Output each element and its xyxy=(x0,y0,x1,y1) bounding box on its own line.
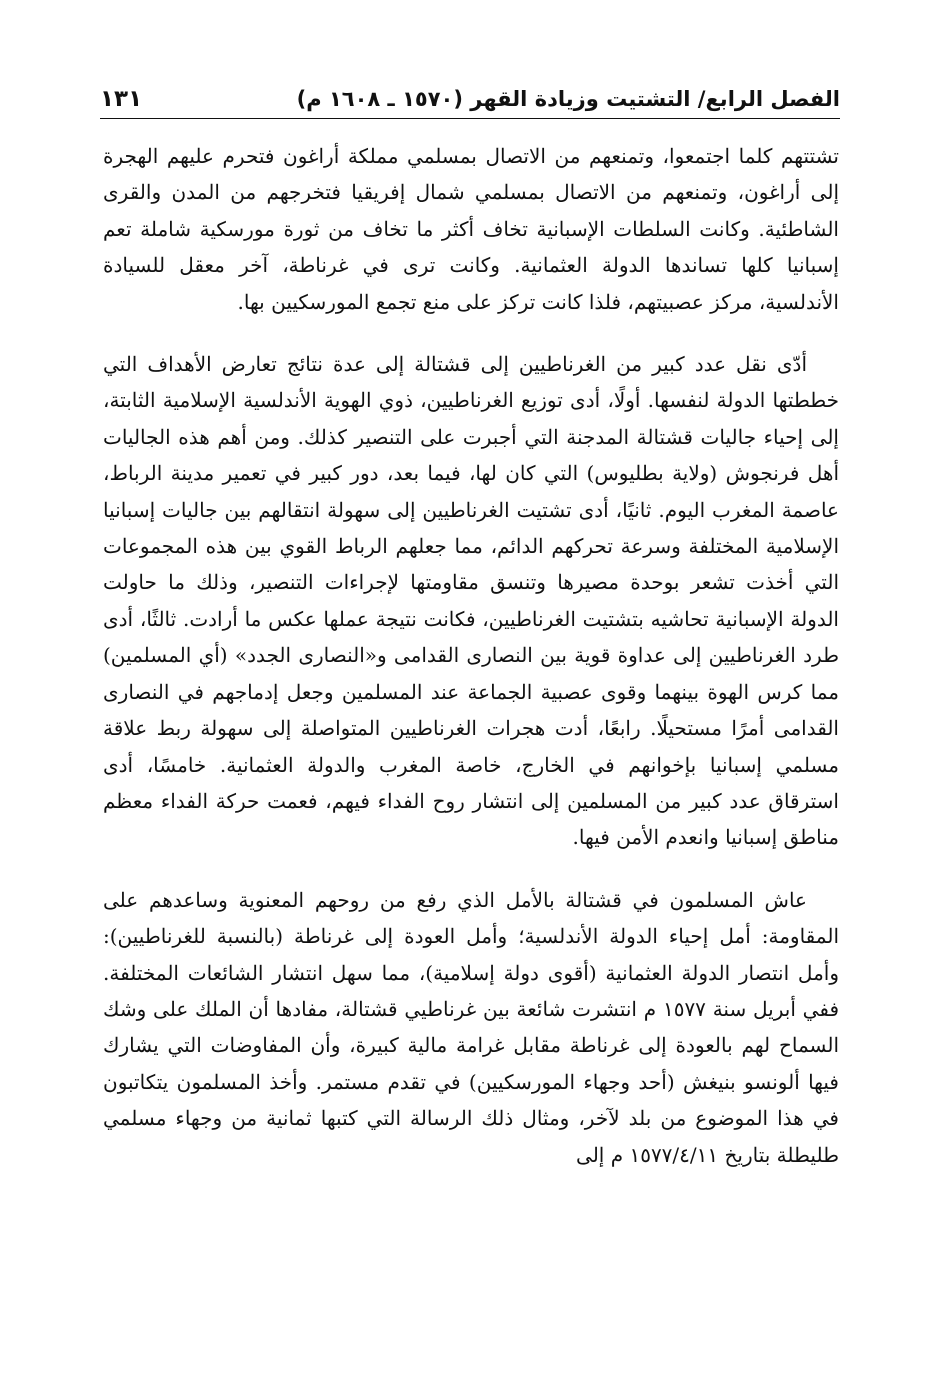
chapter-title: الفصل الرابع/ التشتيت وزيادة القهر (١٥٧٠ ـ ١٦٠٨ م) xyxy=(296,87,840,111)
paragraph-3: عاش المسلمون في قشتالة بالأمل الذي رفع من روحهم المعنوية وساعدهم على المقاومة: أمل إحياء الدولة الأندلسية؛ وأمل العودة إلى غرناطة (بالنسبة للغرناطيين): وأمل انتصار الدولة العثمانية (أقوى دولة إسلامية)، مما سهل انتشار الشائعات المختلفة. ففي أبريل سنة ١٥٧٧ م انتشرت شائعة بين غرناطيي قشتالة، مفادها أن الملك على وشك السماح لهم بالعودة إلى غرناطة مقابل غرامة مالية كبيرة، وأن المفاوضات التي يشارك فيها ألونسو بنيغش (أحد وجهاء المورسكيين) في تقدم مستمر. وأخذ المسلمون يتكاتبون في هذا الموضوع من بلد لآخر، ومثال ذلك الرسالة التي كتبها ثمانية من وجهاء مسلمي طليطلة بتاريخ ١٥٧٧/٤/١١ م إلى xyxy=(103,887,840,1167)
paragraph-1: تشتتهم كلما اجتمعوا، وتمنعهم من الاتصال بمسلمي مملكة أراغون فتحرم عليهم الهجرة إلى أراغون، وتمنعهم من الاتصال بمسلمي شمال إفريقيا فتخرجهم من المدن والقرى الشاطئية. وكانت السلطات الإسبانية تخاف أكثر ما تخاف من ثورة مورسكية شاملة تعم إسبانيا كلها تساندها الدولة العثمانية. وكانت ترى في غرناطة، آخر معقل للسيادة الأندلسية، مركز عصبيتهم، فلذا كانت تركز على منع تجمع المورسكيين بها. xyxy=(103,144,839,314)
paragraph-2: أدّى نقل عدد كبير من الغرناطيين إلى قشتالة إلى عدة نتائج تعارض الأهداف التي خططتها الدولة لنفسها. أولًا، أدى توزيع الغرناطيين، ذوي الهوية الأندلسية الإسلامية الثابتة، إلى إحياء جاليات قشتالة المدجنة التي أجبرت على التنصير كذلك. ومن أهم هذه الجاليات أهل فرنجوش (ولاية بطليوس) التي كان لها، فيما بعد، دور كبير في تعمير مدينة الرباط، عاصمة المغرب اليوم. ثانيًا، أدى تشتيت الغرناطيين إلى سهولة انتقالهم بين جاليات إسبانيا الإسلامية المختلفة وسرعة تحركهم الدائم، مما جعلهم الرباط القوي بين هذه المجموعات التي أخذت تشعر بوحدة مصيرها وتنسق مقاومتها لإجراءات التنصير، وذلك ما حاولت الدولة الإسبانية تحاشيه بتشتيت الغرناطيين، فكانت نتيجة عملها عكس ما أرادت. ثالثًا، أدى طرد الغرناطيين إلى عداوة قوية بين النصارى القدامى و«النصارى الجدد» (أي المسلمين) مما كرس الهوة بينهما وقوى عصبية الجماعة عند المسلمين وجعل إدماجهم في النصارى القدامى أمرًا مستحيلًا. رابعًا، أدت هجرات الغرناطيين المتواصلة إلى سهولة ربط علاقة مسلمي إسبانيا بإخوانهم في الخارج، خاصة المغرب والدولة العثمانية. خامسًا، أدى استرقاق عدد كبير من المسلمين إلى انتشار روح الفداء فيهم، فعمت حركة الفداء معظم مناطق إسبانيا وانعدم الأمن فيها. xyxy=(103,352,840,850)
page-number: ١٣١ xyxy=(100,86,143,112)
running-header xyxy=(100,78,840,114)
header-rule xyxy=(100,118,840,119)
body-text xyxy=(103,138,839,1173)
